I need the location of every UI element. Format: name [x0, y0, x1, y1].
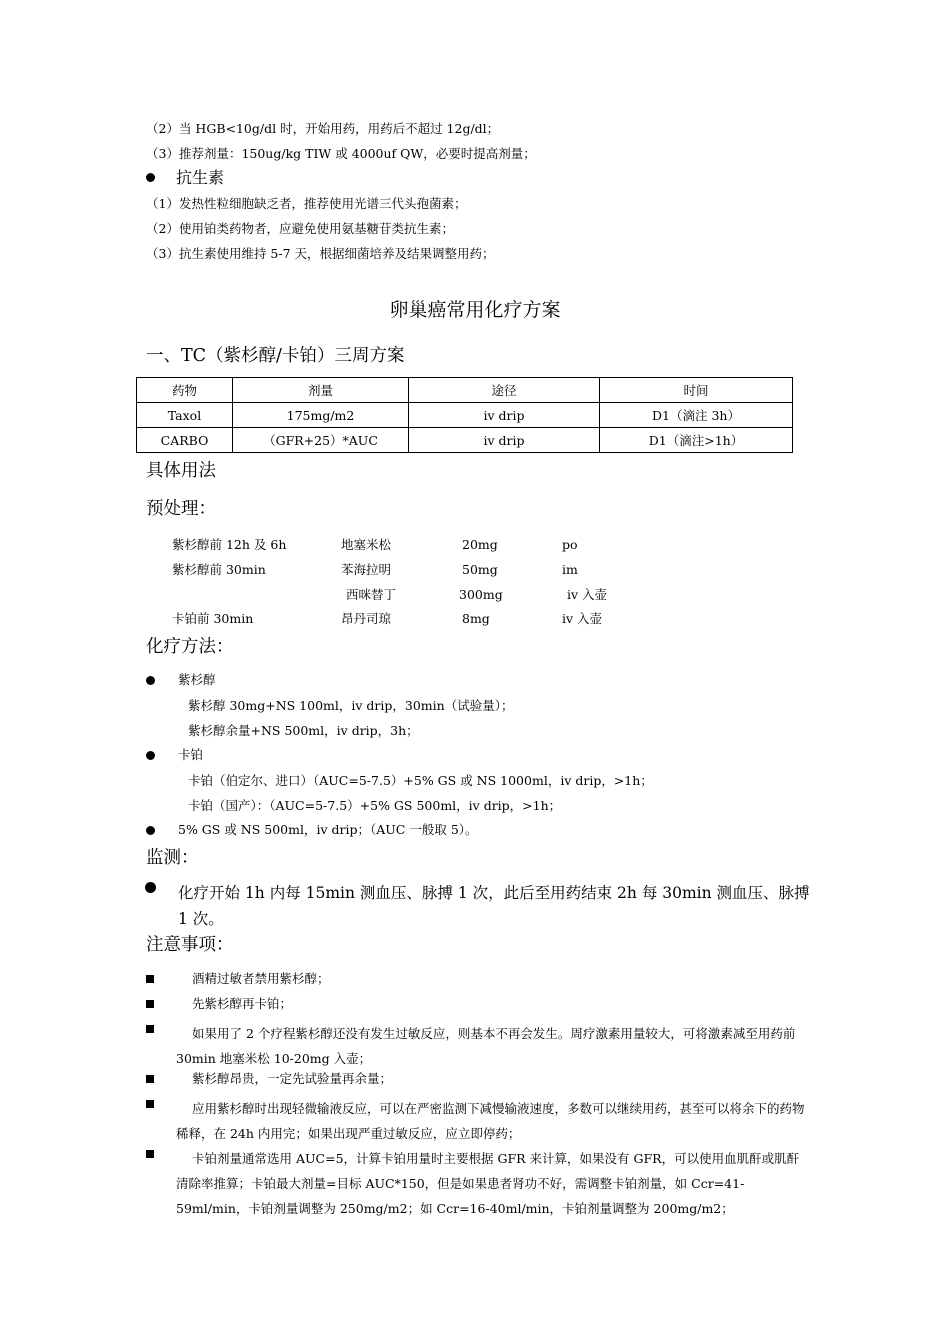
epo-line-3: （3）推荐剂量：150ug/kg TIW 或 4000uf QW，必要时提高剂量； [146, 146, 536, 161]
drug-table [136, 377, 793, 453]
premed-route: po [562, 537, 578, 552]
premed-route: im [562, 562, 578, 577]
table-cell: D1（滴注>1h） [600, 428, 793, 453]
table-cell: iv drip [409, 403, 600, 428]
epo-line-2: （2）当 HGB<10g/dl 时，开始用药，用药后不超过 12g/dl； [146, 121, 500, 136]
method-heading: 化疗方法： [146, 637, 234, 657]
bullet-icon [146, 751, 155, 760]
section-heading: 一、TC（紫杉醇/卡铂）三周方案 [146, 346, 405, 366]
premed-dose: 8mg [462, 611, 490, 626]
premed-dose: 300mg [459, 587, 503, 602]
carboplatin-label: 卡铂 [178, 747, 204, 762]
monitor-heading: 监测： [146, 848, 199, 868]
square-bullet-icon [146, 1025, 154, 1033]
table-cell: CARBO [137, 428, 233, 453]
premed-dose: 20mg [462, 537, 498, 552]
antibiotics-item: （3）抗生素使用维持 5-7 天，根据细菌培养及结果调整用药； [146, 246, 495, 261]
note-item: 先紫杉醇再卡铂； [192, 996, 293, 1011]
page-title: 卵巢癌常用化疗方案 [389, 299, 561, 321]
paclitaxel-line: 紫杉醇 30mg+NS 100ml，iv drip，30min（试验量）； [188, 698, 514, 713]
antibiotics-item: （1）发热性粒细胞缺乏者，推荐使用光谱三代头孢菌素； [146, 196, 467, 211]
table-cell: D1（滴注 3h） [600, 403, 793, 428]
note-item: 卡铂剂量通常选用 AUC=5，计算卡铂用量时主要根据 GFR 来计算，如果没有 GFR，可以使用血肌酐或肌酐清除率推算；卡铂最大剂量=目标 AUC*150，但是如果患者肾功不好，需调整卡铂剂量，如 Ccr=41-59ml/min，卡铂剂量调整为 250mg/m2；如 Ccr=16-40ml/min，卡铂剂量调整为 200mg/m2； [176, 1151, 800, 1216]
note-item: 应用紫杉醇时出现轻微输液反应，可以在严密监测下减慢输液速度，多数可以继续用药，甚至可以将余下的药物稀释，在 24h 内用完；如果出现严重过敏反应，应立即停药； [176, 1101, 805, 1141]
premed-route: iv 入壶 [562, 611, 603, 626]
table-cell: iv drip [409, 428, 600, 453]
note-item: 酒精过敏者禁用紫杉醇； [192, 971, 330, 986]
premed-heading: 预处理： [146, 499, 216, 519]
bullet-icon [146, 676, 155, 685]
note-item: 紫杉醇昂贵，一定先试验量再余量； [192, 1071, 393, 1086]
bullet-icon [146, 826, 155, 835]
square-bullet-icon [146, 1150, 154, 1158]
table-header-cell: 时间 [600, 378, 793, 403]
premed-drug: 昂丹司琼 [341, 611, 392, 626]
table-cell: Taxol [137, 403, 233, 428]
notes-heading: 注意事项： [146, 935, 234, 955]
table-header-cell: 药物 [137, 378, 233, 403]
table-cell: 175mg/m2 [233, 403, 409, 428]
table-header-row [137, 378, 793, 403]
carboplatin-line: 卡铂（国产）：（AUC=5-7.5）+5% GS 500ml，iv drip，>1h； [188, 798, 562, 813]
premed-route: iv 入壶 [567, 587, 608, 602]
table-header-cell: 途径 [409, 378, 600, 403]
premed-drug: 苯海拉明 [341, 562, 392, 577]
note-item: 如果用了 2 个疗程紫杉醇还没有发生过敏反应，则基本不再会发生。周疗激素用量较大，可将激素减至用药前 30min 地塞米松 10-20mg 入壶； [176, 1026, 796, 1066]
square-bullet-icon [146, 1100, 154, 1108]
monitor-item: 化疗开始 1h 内每 15min 测血压、脉搏 1 次，此后至用药结束 2h 每 30min 测血压、脉搏 1 次。 [178, 884, 810, 928]
method-extra: 5% GS 或 NS 500ml，iv drip；（AUC 一般取 5）。 [178, 822, 478, 837]
bullet-icon [146, 173, 155, 182]
antibiotics-item: （2）使用铂类药物者，应避免使用氨基糖苷类抗生素； [146, 221, 454, 236]
paclitaxel-label: 紫杉醇 [178, 672, 216, 687]
usage-heading: 具体用法 [146, 461, 216, 481]
square-bullet-icon [146, 1075, 154, 1083]
premed-timing: 紫杉醇前 30min [172, 562, 266, 577]
table-row [137, 428, 793, 453]
premed-drug: 地塞米松 [341, 537, 392, 552]
carboplatin-line: 卡铂（伯定尔、进口）（AUC=5-7.5）+5% GS 或 NS 1000ml，iv drip，>1h； [188, 773, 653, 788]
square-bullet-icon [146, 975, 154, 983]
premed-dose: 50mg [462, 562, 498, 577]
premed-timing: 卡铂前 30min [172, 611, 254, 626]
table-header-cell: 剂量 [233, 378, 409, 403]
table-row [137, 403, 793, 428]
antibiotics-heading: 抗生素 [176, 168, 225, 187]
paclitaxel-line: 紫杉醇余量+NS 500ml，iv drip，3h； [188, 723, 419, 738]
bullet-icon [145, 882, 156, 893]
square-bullet-icon [146, 1000, 154, 1008]
table-cell: （GFR+25）*AUC [233, 428, 409, 453]
premed-drug: 西咪替丁 [346, 587, 397, 602]
premed-timing: 紫杉醇前 12h 及 6h [172, 537, 287, 552]
